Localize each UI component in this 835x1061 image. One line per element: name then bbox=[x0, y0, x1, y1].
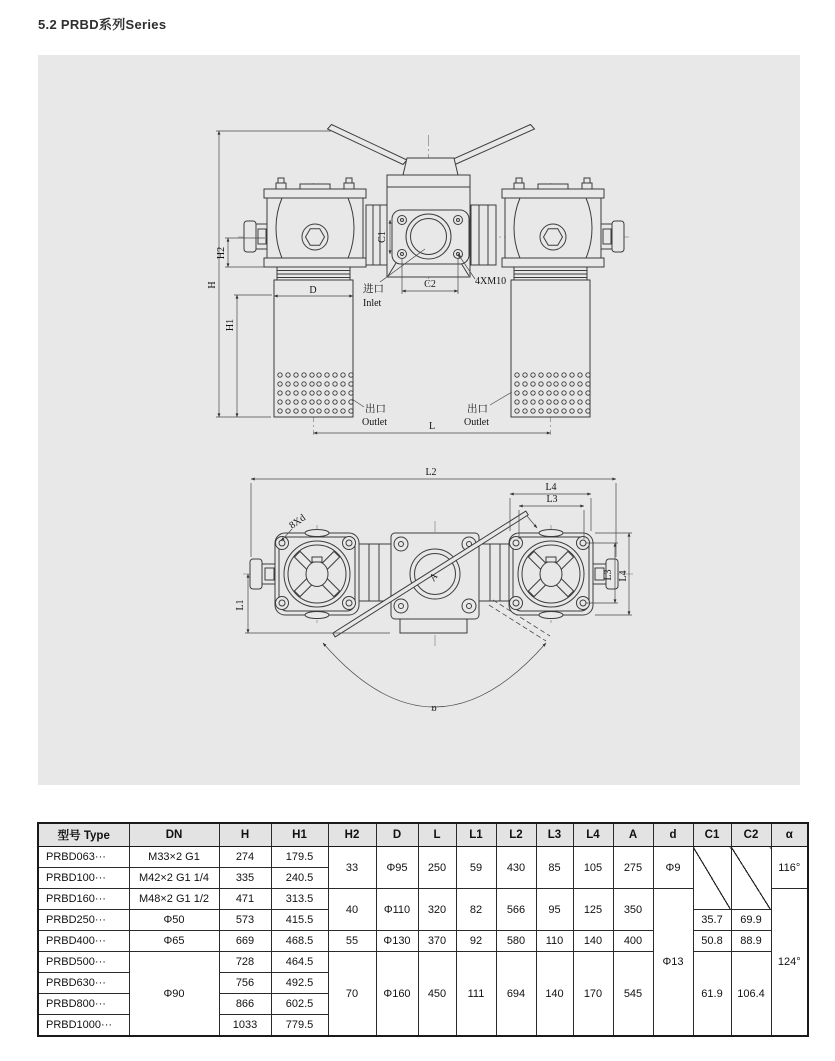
cell-h1: 313.5 bbox=[271, 889, 328, 910]
cell-l3: 85 bbox=[536, 847, 573, 889]
cell-l3: 95 bbox=[536, 889, 573, 931]
left-head-plan bbox=[275, 530, 359, 619]
cell-dn: M33×2 G1 bbox=[129, 847, 219, 868]
outlet-right-label-en: Outlet bbox=[464, 417, 489, 428]
cell-type: PRBD400··· bbox=[38, 931, 129, 952]
col-header-l2: L2 bbox=[496, 823, 536, 847]
cell-h1: 779.5 bbox=[271, 1015, 328, 1037]
dim-label-h2: H2 bbox=[216, 246, 227, 260]
dim-label-d: D bbox=[309, 285, 317, 296]
plan-view bbox=[235, 467, 633, 714]
col-header-a: A bbox=[613, 823, 653, 847]
cell-l: 320 bbox=[418, 889, 456, 931]
cell-c1-na bbox=[693, 847, 731, 910]
right-head-plan bbox=[509, 530, 593, 619]
cell-d-lower: Φ13 bbox=[653, 889, 693, 1037]
cell-h1: 492.5 bbox=[271, 973, 328, 994]
cell-l: 450 bbox=[418, 952, 456, 1037]
cell-h: 669 bbox=[219, 931, 271, 952]
right-filter-front bbox=[502, 178, 624, 417]
table-row bbox=[38, 847, 808, 868]
dim-label-l3-right: L3 bbox=[603, 569, 614, 581]
cell-alpha: 116° bbox=[771, 847, 808, 889]
dim-label-l4-top: L4 bbox=[545, 482, 557, 493]
bolt-note-8xd: 8Xd bbox=[287, 512, 308, 532]
dim-label-c1: C1 bbox=[377, 231, 388, 243]
cell-c2: 88.9 bbox=[731, 931, 771, 952]
cell-h: 1033 bbox=[219, 1015, 271, 1037]
table-row bbox=[38, 931, 808, 952]
cell-l4: 125 bbox=[573, 889, 613, 931]
cell-c2: 69.9 bbox=[731, 910, 771, 931]
cell-l2: 580 bbox=[496, 931, 536, 952]
cell-a: 545 bbox=[613, 952, 653, 1037]
col-header-h: H bbox=[219, 823, 271, 847]
cell-h: 756 bbox=[219, 973, 271, 994]
cell-a: 350 bbox=[613, 889, 653, 931]
cell-h: 728 bbox=[219, 952, 271, 973]
cell-dn: M42×2 G1 1/4 bbox=[129, 868, 219, 889]
table-row bbox=[38, 889, 808, 910]
cell-c1: 50.8 bbox=[693, 931, 731, 952]
front-view bbox=[207, 125, 630, 436]
cell-h1: 415.5 bbox=[271, 910, 328, 931]
cell-l4: 105 bbox=[573, 847, 613, 889]
cell-d-upper: Φ160 bbox=[376, 952, 418, 1037]
cell-l: 370 bbox=[418, 931, 456, 952]
cell-h1: 602.5 bbox=[271, 994, 328, 1015]
cell-c1: 61.9 bbox=[693, 952, 731, 1037]
col-header-h2: H2 bbox=[328, 823, 376, 847]
cell-dn: Φ65 bbox=[129, 931, 219, 952]
dim-label-l2: L2 bbox=[425, 467, 437, 478]
col-header-d-upper: D bbox=[376, 823, 418, 847]
cell-l2: 430 bbox=[496, 847, 536, 889]
cell-c2-na bbox=[731, 847, 771, 910]
col-header-l1: L1 bbox=[456, 823, 496, 847]
col-header-l4: L4 bbox=[573, 823, 613, 847]
col-header-l3: L3 bbox=[536, 823, 573, 847]
cell-l2: 694 bbox=[496, 952, 536, 1037]
table-row bbox=[38, 952, 808, 973]
cell-h2: 40 bbox=[328, 889, 376, 931]
col-header-dn: DN bbox=[129, 823, 219, 847]
cell-type: PRBD160··· bbox=[38, 889, 129, 910]
dim-label-l: L bbox=[428, 421, 436, 432]
col-header-c1: C1 bbox=[693, 823, 731, 847]
cell-alpha: 124° bbox=[771, 889, 808, 1037]
cell-h2: 70 bbox=[328, 952, 376, 1037]
col-header-h1: H1 bbox=[271, 823, 328, 847]
drawing-panel bbox=[38, 55, 800, 785]
plan-knob-left bbox=[250, 559, 275, 589]
cell-type: PRBD063··· bbox=[38, 847, 129, 868]
cell-type: PRBD100··· bbox=[38, 868, 129, 889]
col-header-alpha: α bbox=[771, 823, 808, 847]
spec-table bbox=[37, 822, 809, 1037]
cell-h2: 55 bbox=[328, 931, 376, 952]
dim-label-h: H bbox=[207, 281, 218, 289]
cell-a: 275 bbox=[613, 847, 653, 889]
col-header-c2: C2 bbox=[731, 823, 771, 847]
cell-type: PRBD800··· bbox=[38, 994, 129, 1015]
inlet-label-cn: 进口 bbox=[363, 284, 384, 295]
cell-c1: 35.7 bbox=[693, 910, 731, 931]
cell-type: PRBD1000··· bbox=[38, 1015, 129, 1037]
cell-type: PRBD630··· bbox=[38, 973, 129, 994]
cell-h: 335 bbox=[219, 868, 271, 889]
cell-l3: 110 bbox=[536, 931, 573, 952]
front-dimensions bbox=[207, 131, 551, 433]
spec-table-header bbox=[38, 823, 808, 847]
spec-table-wrapper bbox=[37, 822, 809, 1037]
left-filter-front bbox=[244, 178, 366, 417]
cell-h: 471 bbox=[219, 889, 271, 910]
outlet-left-label-cn: 出口 bbox=[365, 404, 386, 415]
cell-l2: 566 bbox=[496, 889, 536, 931]
cell-h1: 240.5 bbox=[271, 868, 328, 889]
cell-l3: 140 bbox=[536, 952, 573, 1037]
cell-h: 274 bbox=[219, 847, 271, 868]
cell-d-upper: Φ95 bbox=[376, 847, 418, 889]
cell-c2: 106.4 bbox=[731, 952, 771, 1037]
left-drain-knob bbox=[244, 221, 267, 252]
bolt-note-4xm10: 4XM10 bbox=[475, 276, 507, 287]
cell-dn: Φ50 bbox=[129, 910, 219, 931]
cell-a: 400 bbox=[613, 931, 653, 952]
cell-l1: 111 bbox=[456, 952, 496, 1037]
cell-d-upper: Φ110 bbox=[376, 889, 418, 931]
cell-l1: 82 bbox=[456, 889, 496, 931]
outlet-right-label-cn: 出口 bbox=[467, 404, 488, 415]
col-header-d-lower: d bbox=[653, 823, 693, 847]
right-drain-knob bbox=[601, 221, 624, 252]
col-header-type: 型号 Type bbox=[38, 823, 129, 847]
inlet-label-en: Inlet bbox=[363, 298, 382, 309]
cell-d-upper: Φ130 bbox=[376, 931, 418, 952]
cell-l4: 170 bbox=[573, 952, 613, 1037]
cell-dn: Φ90 bbox=[129, 952, 219, 1037]
technical-drawing bbox=[38, 55, 800, 785]
cell-h1: 464.5 bbox=[271, 952, 328, 973]
cell-dn: M48×2 G1 1/2 bbox=[129, 889, 219, 910]
cell-l4: 140 bbox=[573, 931, 613, 952]
cell-h1: 179.5 bbox=[271, 847, 328, 868]
changeover-valve bbox=[366, 158, 496, 277]
cell-type: PRBD250··· bbox=[38, 910, 129, 931]
swing-arc bbox=[323, 643, 546, 714]
cell-l1: 92 bbox=[456, 931, 496, 952]
cell-type: PRBD500··· bbox=[38, 952, 129, 973]
section-title: 5.2 PRBD系列Series bbox=[38, 17, 167, 32]
cell-h: 573 bbox=[219, 910, 271, 931]
dim-label-alpha: α bbox=[431, 703, 437, 714]
cell-l: 250 bbox=[418, 847, 456, 889]
dim-label-l1: L1 bbox=[235, 599, 246, 611]
outlet-left-label-en: Outlet bbox=[362, 417, 387, 428]
col-header-l: L bbox=[418, 823, 456, 847]
cell-d-lower: Φ9 bbox=[653, 847, 693, 889]
cell-l1: 59 bbox=[456, 847, 496, 889]
dim-label-l3-top: L3 bbox=[546, 494, 558, 505]
dim-label-c2: C2 bbox=[424, 279, 436, 290]
cell-h: 866 bbox=[219, 994, 271, 1015]
cell-h2: 33 bbox=[328, 847, 376, 889]
dim-label-h1: H1 bbox=[225, 318, 236, 332]
cell-h1: 468.5 bbox=[271, 931, 328, 952]
dim-label-l4-right: L4 bbox=[618, 570, 629, 582]
dim-label-a: A bbox=[427, 571, 441, 584]
